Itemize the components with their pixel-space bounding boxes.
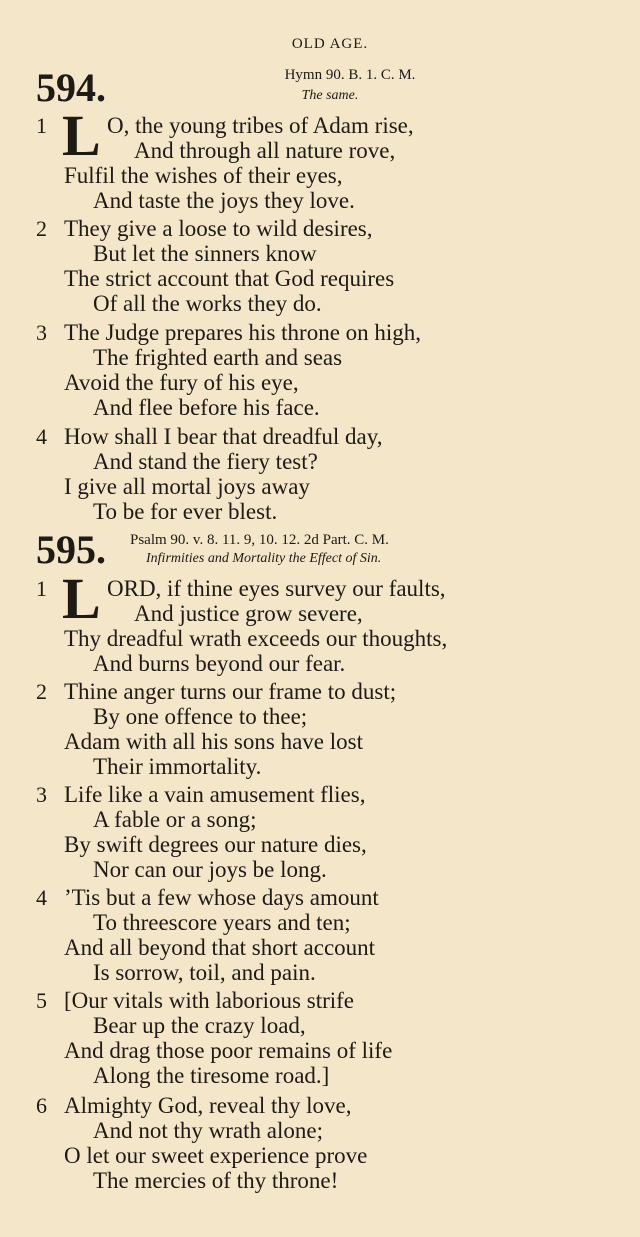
verse-line: Thine anger turns our frame to dust;: [64, 679, 397, 704]
verse-line: O, the young tribes of Adam rise,: [107, 113, 414, 138]
verse-line: I give all mortal joys away: [64, 474, 310, 499]
verse-line: Avoid the fury of his eye,: [64, 370, 299, 395]
verse-line: Bear up the crazy load,: [93, 1013, 306, 1038]
stanza-number: 4: [36, 424, 47, 449]
stanza-number: 2: [36, 216, 47, 241]
hymn-number: 595.: [36, 527, 106, 572]
verse-line: And justice grow severe,: [134, 601, 363, 626]
verse-line: Along the tiresome road.]: [93, 1063, 330, 1088]
verse-line: And drag those poor remains of life: [64, 1038, 393, 1063]
stanza-number: 2: [36, 679, 47, 704]
verse-line: Life like a vain amusement flies,: [64, 782, 366, 807]
verse-line: By swift degrees our nature dies,: [64, 832, 367, 857]
stanza-number: 5: [36, 988, 47, 1013]
hymn-number: 594.: [36, 65, 106, 110]
stanza-number: 3: [36, 782, 47, 807]
hymn-subtitle: Infirmities and Mortality the Effect of Sin.: [146, 551, 382, 566]
verse-line: To threescore years and ten;: [93, 910, 351, 935]
verse-line: And stand the fiery test?: [93, 449, 318, 474]
verse-line: And not thy wrath alone;: [93, 1118, 323, 1143]
verse-line: And taste the joys they love.: [93, 188, 355, 213]
stanza-number: 4: [36, 885, 47, 910]
verse-line: The frighted earth and seas: [93, 345, 343, 370]
verse-line: ’Tis but a few whose days amount: [64, 885, 379, 910]
verse-line: They give a loose to wild desires,: [64, 216, 373, 241]
hymn-meter: Hymn 90. B. 1. C. M.: [284, 67, 416, 83]
verse-line: To be for ever blest.: [93, 499, 278, 524]
stanza-number: 6: [36, 1093, 47, 1118]
verse-line: Of all the works they do.: [93, 291, 322, 316]
verse-line: The mercies of thy throne!: [93, 1168, 339, 1193]
verse-line: The strict account that God requires: [64, 266, 395, 291]
verse-line: Is sorrow, toil, and pain.: [93, 960, 316, 985]
verse-line: [Our vitals with laborious strife: [64, 988, 355, 1013]
running-head: OLD AGE.: [291, 36, 369, 52]
verse-line: And through all nature rove,: [134, 138, 396, 163]
verse-line: Nor can our joys be long.: [93, 857, 327, 882]
verse-line: By one offence to thee;: [93, 704, 308, 729]
verse-line: A fable or a song;: [93, 807, 257, 832]
stanza-number: 3: [36, 320, 47, 345]
hymn-subtitle: The same.: [301, 88, 359, 103]
verse-line: And burns beyond our fear.: [93, 651, 346, 676]
drop-cap: L: [62, 103, 101, 168]
verse-line: Their immortality.: [93, 754, 262, 779]
verse-line: ORD, if thine eyes survey our faults,: [107, 576, 446, 601]
verse-line: And flee before his face.: [93, 395, 320, 420]
verse-line: But let the sinners know: [93, 241, 317, 266]
stanza-number: 1: [36, 576, 47, 601]
stanza-number: 1: [36, 113, 47, 138]
hymn-meter: Psalm 90. v. 8. 11. 9, 10. 12. 2d Part. C. M.: [130, 532, 389, 548]
verse-line: Fulfil the wishes of their eyes,: [64, 163, 343, 188]
verse-line: O let our sweet experience prove: [64, 1143, 368, 1168]
drop-cap: L: [62, 566, 101, 631]
verse-line: Thy dreadful wrath exceeds our thoughts,: [64, 626, 448, 651]
verse-line: The Judge prepares his throne on high,: [64, 320, 422, 345]
verse-line: And all beyond that short account: [64, 935, 376, 960]
verse-line: Almighty God, reveal thy love,: [64, 1093, 352, 1118]
verse-line: Adam with all his sons have lost: [64, 729, 363, 754]
verse-line: How shall I bear that dreadful day,: [64, 424, 383, 449]
